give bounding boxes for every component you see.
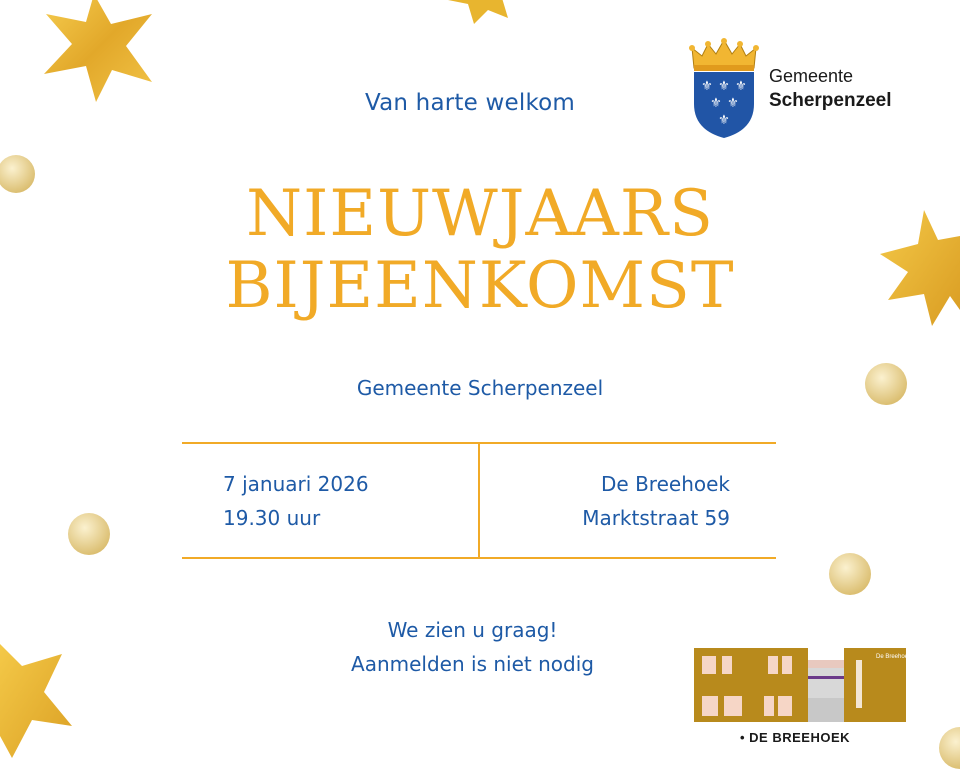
welcome-text: Van harte welkom <box>364 90 576 116</box>
svg-text:⚜: ⚜ <box>710 96 722 111</box>
municipality-logo-line2: Scherpenzeel <box>769 90 892 111</box>
svg-text:⚜: ⚜ <box>701 79 713 94</box>
closing-line2: Aanmelden is niet nodig <box>351 652 594 676</box>
municipality-logo-line1: Gemeente <box>769 66 854 86</box>
svg-text:⚜: ⚜ <box>718 79 730 94</box>
event-time: 19.30 uur <box>223 506 321 530</box>
organizer-text: Gemeente Scherpenzeel <box>356 376 604 400</box>
closing-line1: We zien u graag! <box>387 618 558 642</box>
svg-text:⚜: ⚜ <box>727 96 739 111</box>
building-icon <box>694 648 906 722</box>
gold-pearl-icon <box>828 552 872 596</box>
title-line2: BIJEENKOMST <box>225 249 735 323</box>
gold-star-icon <box>444 0 510 26</box>
divider-vertical <box>478 443 480 559</box>
title-line1: NIEUWJAARS <box>246 177 714 251</box>
event-date: 7 januari 2026 <box>223 472 369 496</box>
crown-shield-crest-icon <box>688 38 760 140</box>
gold-pearl-icon <box>938 726 960 770</box>
svg-text:⚜: ⚜ <box>718 113 730 128</box>
event-address: Marktstraat 59 <box>582 506 730 530</box>
svg-text:⚜: ⚜ <box>735 79 747 94</box>
event-when <box>223 467 369 535</box>
gold-pearl-icon <box>67 512 111 556</box>
event-where <box>582 467 730 535</box>
venue-logo-label: • DE BREEHOEK <box>740 730 851 745</box>
venue-sign-text: De Breehoek <box>876 654 912 660</box>
gold-star-icon <box>34 0 164 104</box>
event-venue: De Breehoek <box>601 472 730 496</box>
